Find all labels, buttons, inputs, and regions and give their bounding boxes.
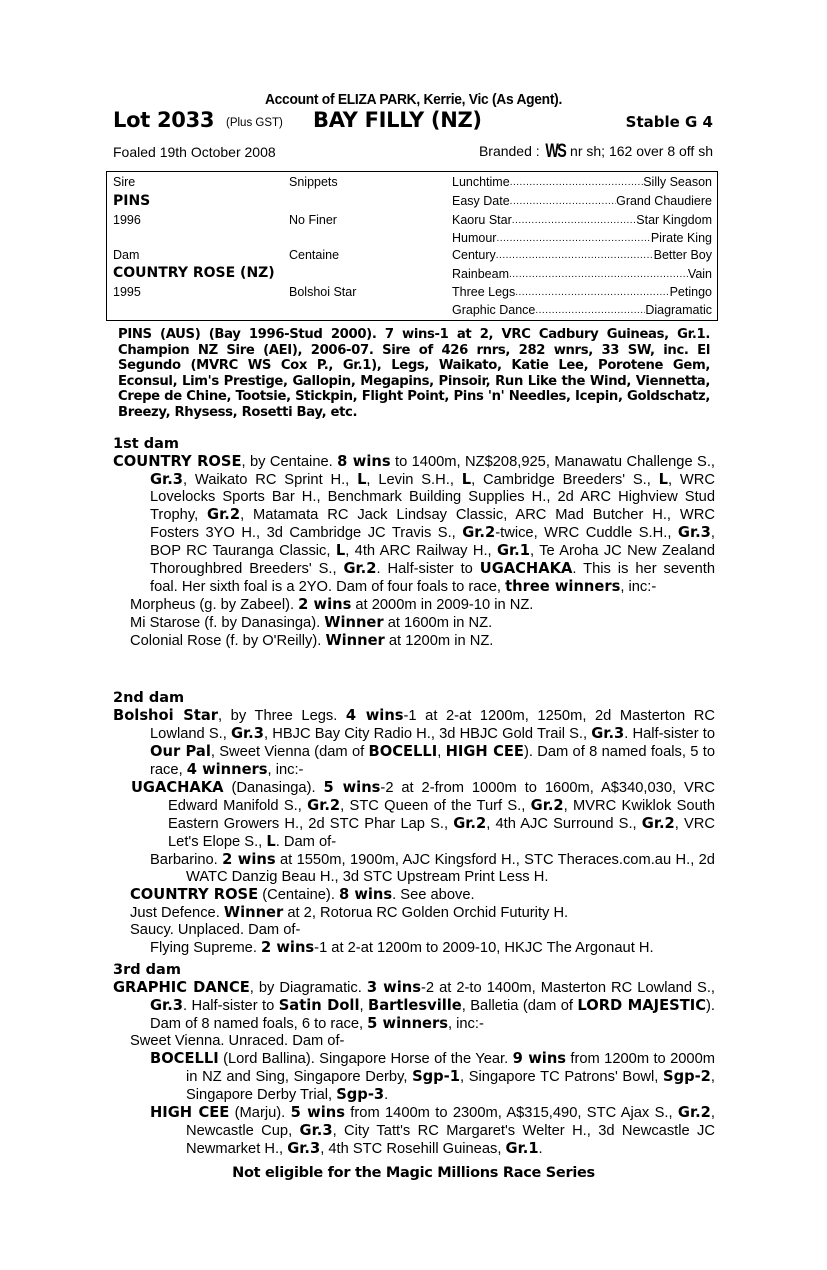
sire-name: PINS — [113, 193, 151, 209]
dam-sire: Centaine — [289, 248, 340, 262]
third-dam-heading: 3rd dam — [113, 962, 181, 978]
grandparent-row: Humour ..... Pirate King — [452, 231, 712, 247]
grandparent-row: Easy Date ..... Grand Chaudiere — [452, 194, 712, 210]
second-dam-heading: 2nd dam — [113, 690, 185, 706]
sire-sire: Snippets — [289, 175, 338, 189]
grandparent-row: Lunchtime ..... Silly Season — [452, 175, 712, 191]
dam-year: 1995 — [113, 285, 141, 299]
stable-location: Stable G 4 — [625, 113, 713, 131]
third-dam-record: GRAPHIC DANCE, by Diagramatic. 3 wins-2 at 2-to 1400m, Masterton RC Lowland S., Gr.3. Half-sister to Satin Doll, Bartlesville, Balletia (dam of LORD MAJESTIC). Dam of 8 named foals, 6 to race, 5 winners, inc:- — [113, 979, 715, 1032]
foal-entry: Morpheus (g. by Zabeel). 2 wins at 2000m in 2009-10 in NZ. — [130, 596, 534, 613]
dam-dam: Bolshoi Star — [289, 285, 357, 299]
brand-mark-icon: WS — [544, 141, 565, 162]
grandparent-row: Graphic Dance ..... Diagramatic — [452, 303, 712, 319]
sire-summary: PINS (AUS) (Bay 1996-Stud 2000). 7 wins-1 at 2, VRC Cadbury Guineas, Gr.1. Champion NZ Sire (AEI), 2006-07. Sire of 426 rnrs, 282 wnrs, 33 SW, inc. El Segundo (MVRC WS Cox P., Gr.1), Legs, Waikato, Katie Lee, Porotene Gem, Econsul, Lim's Prestige, Gallopin, Megapins, Pinsoir, Run Like the Wind, Viennetta, Crepe de Chine, Tootsie, Stickpin, Flight Point, Pins 'n' Needles, Icepin, Goldschatz, Breezy, Rhysess, Rosetti Bay, etc. — [118, 327, 710, 420]
vendor-account: Account of ELIZA PARK, Kerrie, Vic (As Agent). — [264, 91, 563, 108]
lot-number: Lot 2033 — [113, 108, 215, 132]
lot-header — [113, 108, 713, 136]
plus-gst-note: (Plus GST) — [226, 117, 283, 129]
first-dam-section — [113, 436, 715, 650]
produce-entry-country-rose: COUNTRY ROSE (Centaine). 8 wins. See above. — [130, 886, 475, 903]
foaled-date: Foaled 19th October 2008 — [113, 144, 276, 160]
pedigree-table — [106, 171, 718, 321]
grandparent-row: Kaoru Star ..... Star Kingdom — [452, 213, 712, 229]
horse-description: BAY FILLY (NZ) — [313, 108, 482, 132]
produce-entry-just-defence: Just Defence. Winner at 2, Rotorua RC Golden Orchid Futurity H. — [130, 904, 569, 921]
eligibility-note: Not eligible for the Magic Millions Race Series — [232, 1165, 595, 1181]
dam-name: COUNTRY ROSE (NZ) — [113, 265, 275, 281]
produce-entry-ugachaka: UGACHAKA (Danasinga). 5 wins-2 at 2-from 1000m to 1600m, A$340,030, VRC Edward Manifold S., Gr.2, STC Queen of the Turf S., Gr.2, MVRC Kwiklok South Eastern Growers H., 2d STC Phar Lap S., Gr.2, 4th AJC Surround S., Gr.2, VRC Let's Elope S., L. Dam of- — [131, 779, 716, 850]
second-dam-record: Bolshoi Star, by Three Legs. 4 wins-1 at 2-at 1200m, 1250m, 2d Masterton RC Lowland S., Gr.3, HBJC Bay City Radio H., 3d HBJC Gold Trail S., Gr.3. Half-sister to Our Pal, Sweet Vienna (dam of BOCELLI, HIGH CEE). Dam of 8 named foals, 5 to race, 4 winners, inc:- — [113, 707, 715, 778]
sire-year: 1996 — [113, 213, 141, 227]
produce-entry-bocelli: BOCELLI (Lord Ballina). Singapore Horse of the Year. 9 wins from 1200m to 2000m in NZ and Sing, Singapore Derby, Sgp-1, Singapore TC Patrons' Bowl, Sgp-2, Singapore Derby Trial, Sgp-3. — [150, 1050, 716, 1103]
foal-entry: Mi Starose (f. by Danasinga). Winner at 1600m in NZ. — [130, 614, 493, 631]
first-dam-heading: 1st dam — [113, 436, 179, 452]
produce-entry-saucy: Saucy. Unplaced. Dam of- — [130, 922, 301, 938]
sire-dam: No Finer — [289, 213, 337, 227]
grandparent-row: Century ..... Better Boy — [452, 248, 712, 264]
grandparent-row: Rainbeam ..... Vain — [452, 267, 712, 283]
produce-entry-flying-supreme: Flying Supreme. 2 wins-1 at 2-at 1200m to 2009-10, HKJC The Argonaut H. — [150, 939, 654, 956]
brand-info — [479, 141, 713, 163]
brand-detail: nr sh; 162 over 8 off sh — [570, 143, 713, 159]
produce-entry-sweet-vienna: Sweet Vienna. Unraced. Dam of- — [130, 1033, 345, 1049]
foal-entry: Colonial Rose (f. by O'Reilly). Winner at 1200m in NZ. — [130, 632, 494, 649]
produce-entry-barbarino: Barbarino. 2 wins at 1550m, 1900m, AJC Kingsford H., STC Theraces.com.au H., 2d WATC Danzig Beau H., 3d STC Upstream Print Less H. — [150, 851, 715, 885]
sire-label: Sire — [113, 175, 136, 189]
grandparent-row: Three Legs ..... Petingo — [452, 285, 712, 301]
second-dam-section — [113, 690, 715, 957]
third-dam-section — [113, 962, 715, 1158]
produce-entry-high-cee: HIGH CEE (Marju). 5 wins from 1400m to 2300m, A$315,490, STC Ajax S., Gr.2, Newcastle Cup, Gr.3, City Tatt's RC Margaret's Welter H., 3d Newcastle JC Newmarket H., Gr.3, 4th STC Rosehill Guineas, Gr.1. — [150, 1104, 716, 1157]
first-dam-record: COUNTRY ROSE, by Centaine. 8 wins to 1400m, NZ$208,925, Manawatu Challenge S., Gr.3, Waikato RC Sprint H., L, Levin S.H., L, Cambridge Breeders' S., L, WRC Lovelocks Sports Bar H., Benchmark Building Supplies H., 2d ARC Highview Stud Trophy, Gr.2, Matamata RC Jack Lindsay Classic, ARC Mad Butcher H., WRC Fosters 3YO H., 3d Cambridge JC Travis S., Gr.2-twice, WRC Cuddle S.H., Gr.3, BOP RC Tauranga Classic, L, 4th ARC Railway H., Gr.1, Te Aroha JC New Zealand Thoroughbred Breeders' S., Gr.2. Half-sister to UGACHAKA. This is her seventh foal. Her sixth foal is a 2YO. Dam of four foals to race, three winners, inc:- — [113, 453, 715, 595]
branded-label: Branded : — [478, 143, 540, 159]
dam-label: Dam — [113, 248, 140, 262]
